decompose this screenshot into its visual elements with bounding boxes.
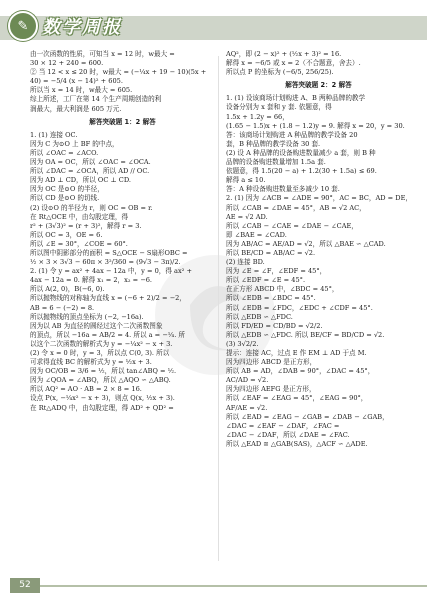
text-line: 在正方形 ABCD 中，∠BDC = 45°， <box>226 285 339 294</box>
page-header <box>0 0 427 50</box>
text-line: 所以 ∠CAB − ∠CAE = ∠DAE − ∠CAE， <box>226 221 358 230</box>
text-line: 所以图中阴影部分的面积 = S△OCE − S扇形OBC = <box>30 248 188 257</box>
text-line: 设点 P(x, −¼x² − x + 3)，则点 Q(x, ½x + 3). <box>30 394 175 403</box>
text-line: 30 × 12 + 240 = 600. <box>30 59 104 68</box>
text-line: 所以 ∠OAC = ∠ACO. <box>30 148 99 157</box>
text-line: r² + (3√3)² = (r + 3)²，解得 r = 3. <box>30 221 142 230</box>
text-line: 所以 ∠EDF = ∠E = 45°. <box>226 276 306 285</box>
text-line: 所以 ∠EDB = ∠FDC，∠EDC + ∠CDF = 45°. <box>226 303 373 312</box>
column-divider <box>218 56 219 561</box>
book-icon: ✎ <box>8 11 38 41</box>
text-line: 所以 BE/CD = AB/AC = √2. <box>226 248 316 257</box>
text-line: 1. (1) 连接 OC. <box>30 130 78 139</box>
text-line: 因为 OC 是⊙O 的半径， <box>30 185 104 194</box>
text-line: 因为 OC/OB = 3/6 = ½，所以 tan∠ABQ = ½. <box>30 367 177 376</box>
section-heading: 解答突破题 2：2 解答 <box>285 81 352 90</box>
text-line: 所以 △EAD ≅ △GAB(SAS)，△ACF ∽ △ADE. <box>226 439 368 448</box>
text-line: (2) 连接 BD. <box>226 258 265 267</box>
text-line: 因为 ∠E = ∠F，∠EDF = 45°， <box>226 267 327 276</box>
text-line: 所以 ∠DAC = ∠OCA，所以 AD // OC. <box>30 167 150 176</box>
text-line: 即 ∠BAE = ∠CAD. <box>226 230 287 239</box>
text-line: 40) = −5/4 (x − 14)² + 605. <box>30 77 123 86</box>
text-line: 套，B 种品牌的教学设备 30 套. <box>226 139 321 148</box>
text-line: 2. (1) 因为 ∠ACB = ∠ADE = 90°，AC = BC，AD = DE， <box>226 194 412 203</box>
text-line: 品牌的设备购进数量增加 1.5a 套. <box>226 158 326 167</box>
text-line: 1. (1) 设该商场计划购进 A、B 两种品牌的教学 <box>226 94 366 103</box>
text-line: (3) 3√2/2. <box>226 339 259 348</box>
text-line: 所以 AQ² = AO · AB = 2 × 8 = 16. <box>30 385 142 394</box>
text-line: 润最大，最大利润是 605 万元. <box>30 104 122 113</box>
page-footer <box>0 578 427 594</box>
text-line: AB = 6 − (−2) = 8. <box>30 303 95 312</box>
text-line: ½ × 3 × 3√3 − 60π × 3²/360 = (9√3 − 3π)/2. <box>30 258 181 267</box>
text-line: (2) 设 A 种品牌的设备购进数量减少 a 套，则 B 种 <box>226 148 376 157</box>
text-line: 在 Rt△ADQ 中，由勾股定理，得 AD² + QD² = <box>30 403 174 412</box>
text-line: 所以 FD/ED = CD/BD = √2/2. <box>226 321 323 330</box>
text-line: 因为四边形 AEFG 是正方形， <box>226 385 316 394</box>
text-line: 在 Rt△OCE 中，由勾股定理，得 <box>30 212 129 221</box>
logo <box>8 6 122 46</box>
text-line: AC/AD = √2. <box>226 376 269 385</box>
text-line: 依题意，得 1.5(20 − a) + 1.2(30 + 1.5a) ≤ 69. <box>226 167 377 176</box>
text-line: 可求得直线 BC 的解析式为 y = ½x + 3. <box>30 358 152 367</box>
text-line: 答：A 种设备购进数量至多减少 10 套. <box>226 185 340 194</box>
text-line: (1.65 − 1.5)x + (1.8 − 1.2)y = 9. 解得 x = 20，y = 30. <box>226 121 405 130</box>
text-line: 所以 CD 是⊙O 的切线. <box>30 194 100 203</box>
text-line: 所以 ∠E = 30°，∠COE = 60°. <box>30 239 128 248</box>
text-line: 因为 ∠QOA = ∠ABQ，所以 △AQO ∽ △ABQ. <box>30 376 171 385</box>
text-line: 提示：连接 AC，过点 E 作 EM ⊥ AD 于点 M. <box>226 349 367 357</box>
text-line: AQ²，即 (2 − x)² + (½x + 3)² = 16. <box>226 50 342 58</box>
text-line: 设备分别为 x 套和 y 套. 依题意，得 <box>226 103 332 112</box>
right-column <box>226 50 411 449</box>
text-line: 以这个二次函数的解析式为 y = −¼x² − x + 3. <box>30 339 173 348</box>
text-line: (2) 令 x = 0 时，y = 3，所以点 C(0, 3). 所以 <box>30 349 170 357</box>
footer-line <box>40 585 427 587</box>
page-number: 52 <box>10 578 40 593</box>
section-heading: 解答突破题 1：2 解答 <box>89 117 156 126</box>
text-line: 所以 A(2, 0)，B(−6, 0). <box>30 285 105 294</box>
text-line: 所以当 x = 14 时，w最大 = 605. <box>30 86 133 95</box>
text-line: 所以 △EDB ∽ △FDC. <box>226 312 293 321</box>
text-line: 解得 a ≤ 10. <box>226 176 266 185</box>
text-line: 所以抛物线的对称轴为直线 x = (−6 + 2)/2 = −2， <box>30 294 186 303</box>
text-line: 因为以 AB 为直径的圆经过这个二次函数图象 <box>30 321 163 330</box>
text-line: 由一次函数的性质，可知当 x = 12 时，w最大 = <box>30 50 175 58</box>
text-line: 因为 AD ⊥ CD，所以 OC ⊥ CD. <box>30 176 131 185</box>
text-line: ∠DAC = ∠EAF − ∠DAF，∠FAC = <box>226 421 340 430</box>
text-line: 因为四边形 ABCD 是正方形， <box>226 358 317 367</box>
text-line: 解得 x = −6/5 或 x = 2（不合题意，舍去）. <box>226 59 361 68</box>
logo-text: 数学周报 <box>42 17 122 38</box>
text-line: 所以 ∠EDB = ∠BDC = 45°. <box>226 294 316 303</box>
text-line: 因为 C 为⊙O 上 BF 的中点， <box>30 139 119 148</box>
text-line: 所以抛物线的顶点坐标为 (−2, −16a). <box>30 312 144 321</box>
text-line: 因为 OA = OC，所以 ∠OAC = ∠OCA. <box>30 158 151 167</box>
text-line: 1.5x + 1.2y = 66， <box>226 112 289 121</box>
text-line: 答：该商场计划购进 A 种品牌的教学设备 20 <box>226 130 358 139</box>
text-line: ∠DAC − ∠DAF，所以 ∠DAE = ∠FAC. <box>226 430 350 439</box>
text-line: 所以 ∠EAF = ∠EAG = 45°，∠EAG = 90°， <box>226 394 368 403</box>
text-line: AE = √2 AD. <box>226 212 268 221</box>
text-line: AF/AE = √2. <box>226 403 268 412</box>
text-line: 的顶点，所以 −16a = AB/2 = 4. 所以 a = −¼. 所 <box>30 330 185 339</box>
text-line: 所以 ∠CAB = ∠DAE = 45°，AB = √2 AC， <box>226 203 366 212</box>
text-line: ② 当 12 < x ≤ 20 时，w最大 = (−¼x + 19 − 10)(5x + <box>30 68 207 77</box>
text-line: (2) 设⊙O 的半径为 r，则 OC = OB = r. <box>30 203 153 212</box>
text-line: 2. (1) 令 y = ax² + 4ax − 12a 中，y = 0，得 ax² + <box>30 267 192 276</box>
text-line: 所以 OC = 3，OE = 6. <box>30 230 103 239</box>
text-line: 所以点 P 的坐标为 (−6/5, 256/25). <box>226 68 334 77</box>
text-line: 所以 ∠EAD = ∠EAG − ∠GAB = ∠DAB − ∠GAB， <box>226 412 389 421</box>
text-line: 综上所述，工厂在第 14 个生产周期创造的利 <box>30 95 162 104</box>
text-line: 所以 AB = AD，∠DAB = 90°，∠DAC = 45°， <box>226 367 375 376</box>
text-line: 因为 AB/AC = AE/AD = √2，所以 △BAE ∽ △CAD. <box>226 239 386 248</box>
text-line: 所以 △EDB ∽ △FDC. 所以 BE/CF = BD/CD = √2. <box>226 330 385 339</box>
text-line: 4ax − 12a = 0. 解得 x₁ = 2，x₂ = −6. <box>30 276 153 285</box>
left-column <box>30 50 215 413</box>
